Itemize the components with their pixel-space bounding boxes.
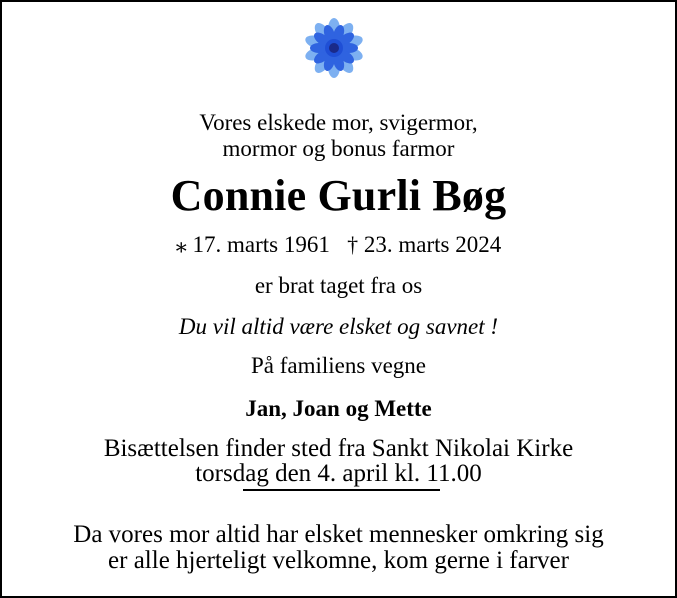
closing-line-1: Da vores mor altid har elsket mennesker omkring sig <box>73 521 604 548</box>
death-date: 23. marts 2024 <box>363 232 502 257</box>
birth-date: 17. marts 1961 <box>192 232 330 257</box>
quote: Du vil altid være elsket og savnet ! <box>178 314 499 339</box>
birth-star-icon: ⁎ <box>175 232 187 257</box>
deceased-name: Connie Gurli Bøg <box>170 171 507 220</box>
signatories: Jan, Joan og Mette <box>245 396 432 421</box>
message: er brat taget fra os <box>254 273 423 298</box>
life-dates <box>2 232 675 258</box>
funeral-line-1: Bisættelsen finder sted fra Sankt Nikolai Kirke <box>103 435 574 462</box>
intro-line-1: Vores elskede mor, svigermor, <box>199 110 478 135</box>
intro-line-2: mormor og bonus farmor <box>222 136 455 161</box>
divider <box>243 489 440 491</box>
death-cross-icon: † <box>347 232 359 257</box>
cornflower-icon <box>302 16 366 80</box>
closing-line-2: er alle hjerteligt velkomne, kom gerne i farver <box>108 547 569 574</box>
on-behalf: På familiens vegne <box>250 353 426 378</box>
funeral-line-2: torsdag den 4. april kl. 11.00 <box>195 460 482 487</box>
